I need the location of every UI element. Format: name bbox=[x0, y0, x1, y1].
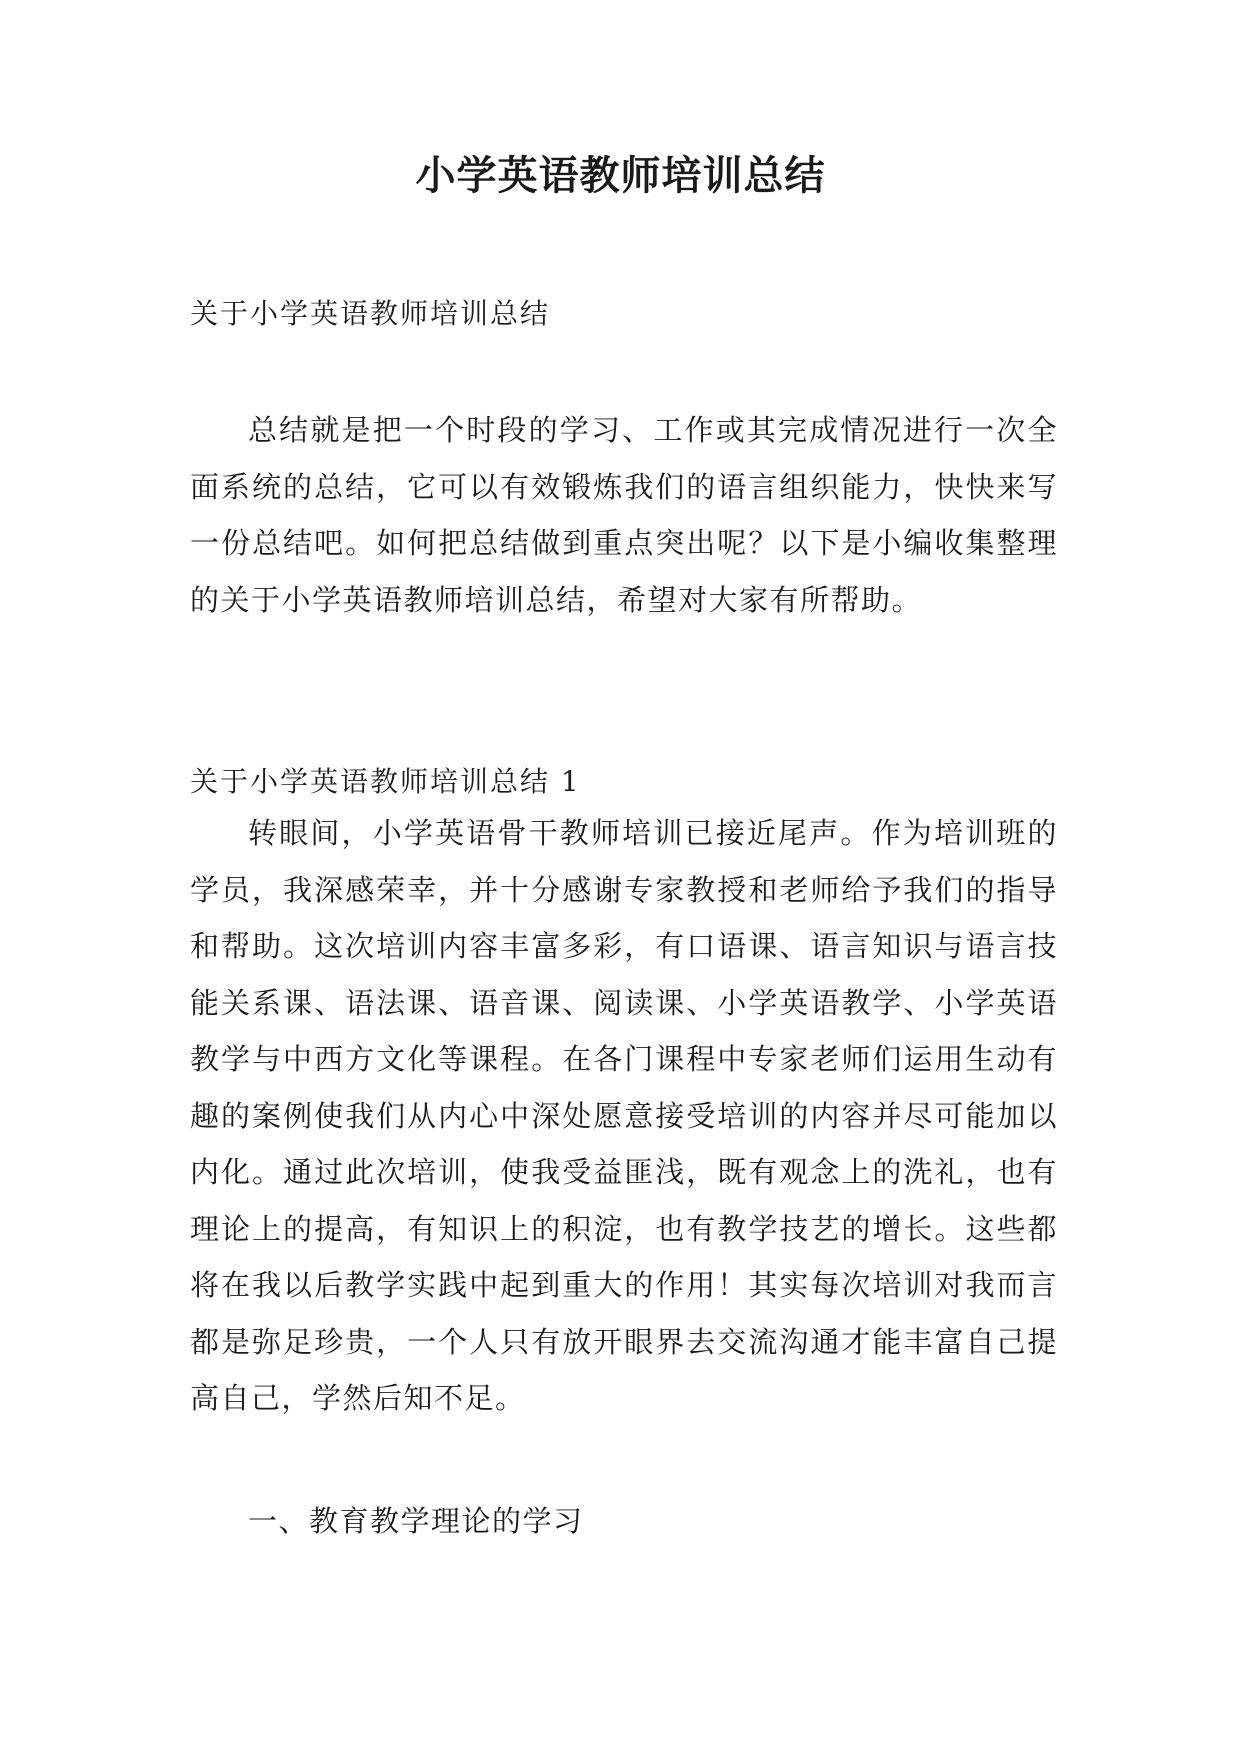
section-body-paragraph: 转眼间，小学英语骨干教师培训已接近尾声。作为培训班的学员，我深感荣幸，并十分感谢专家教授和老师给予我们的指导和帮助。这次培训内容丰富多彩，有口语课、语言知识与语言技能关系课、语法课、语音课、阅读课、小学英语教学、小学英语教学与中西方文化等课程。在各门课程中专家老师们运用生动有趣的案例使我们从内心中深处愿意接受培训的内容并尽可能加以内化。通过此次培训，使我受益匪浅，既有观念上的洗礼，也有理论上的提高，有知识上的积淀，也有教学技艺的增长。这些都将在我以后教学实践中起到重大的作用！其实每次培训对我而言都是弥足珍贵，一个人只有放开眼界去交流沟通才能丰富自己提高自己，学然后知不足。 bbox=[190, 816, 1058, 1415]
section-title: 关于小学英语教师培训总结 1 bbox=[190, 765, 581, 798]
intro-paragraph: 总结就是把一个时段的学习、工作或其完成情况进行一次全面系统的总结，它可以有效锻炼我们的语言组织能力，快快来写一份总结吧。如何把总结做到重点突出呢？以下是小编收集整理的关于小学英语教师培训总结，希望对大家有所帮助。 bbox=[190, 413, 1058, 617]
section-point-heading: 一、教育教学理论的学习 bbox=[248, 1504, 584, 1538]
document-title: 小学英语教师培训总结 bbox=[415, 152, 826, 199]
document-subtitle: 关于小学英语教师培训总结 bbox=[190, 297, 551, 330]
